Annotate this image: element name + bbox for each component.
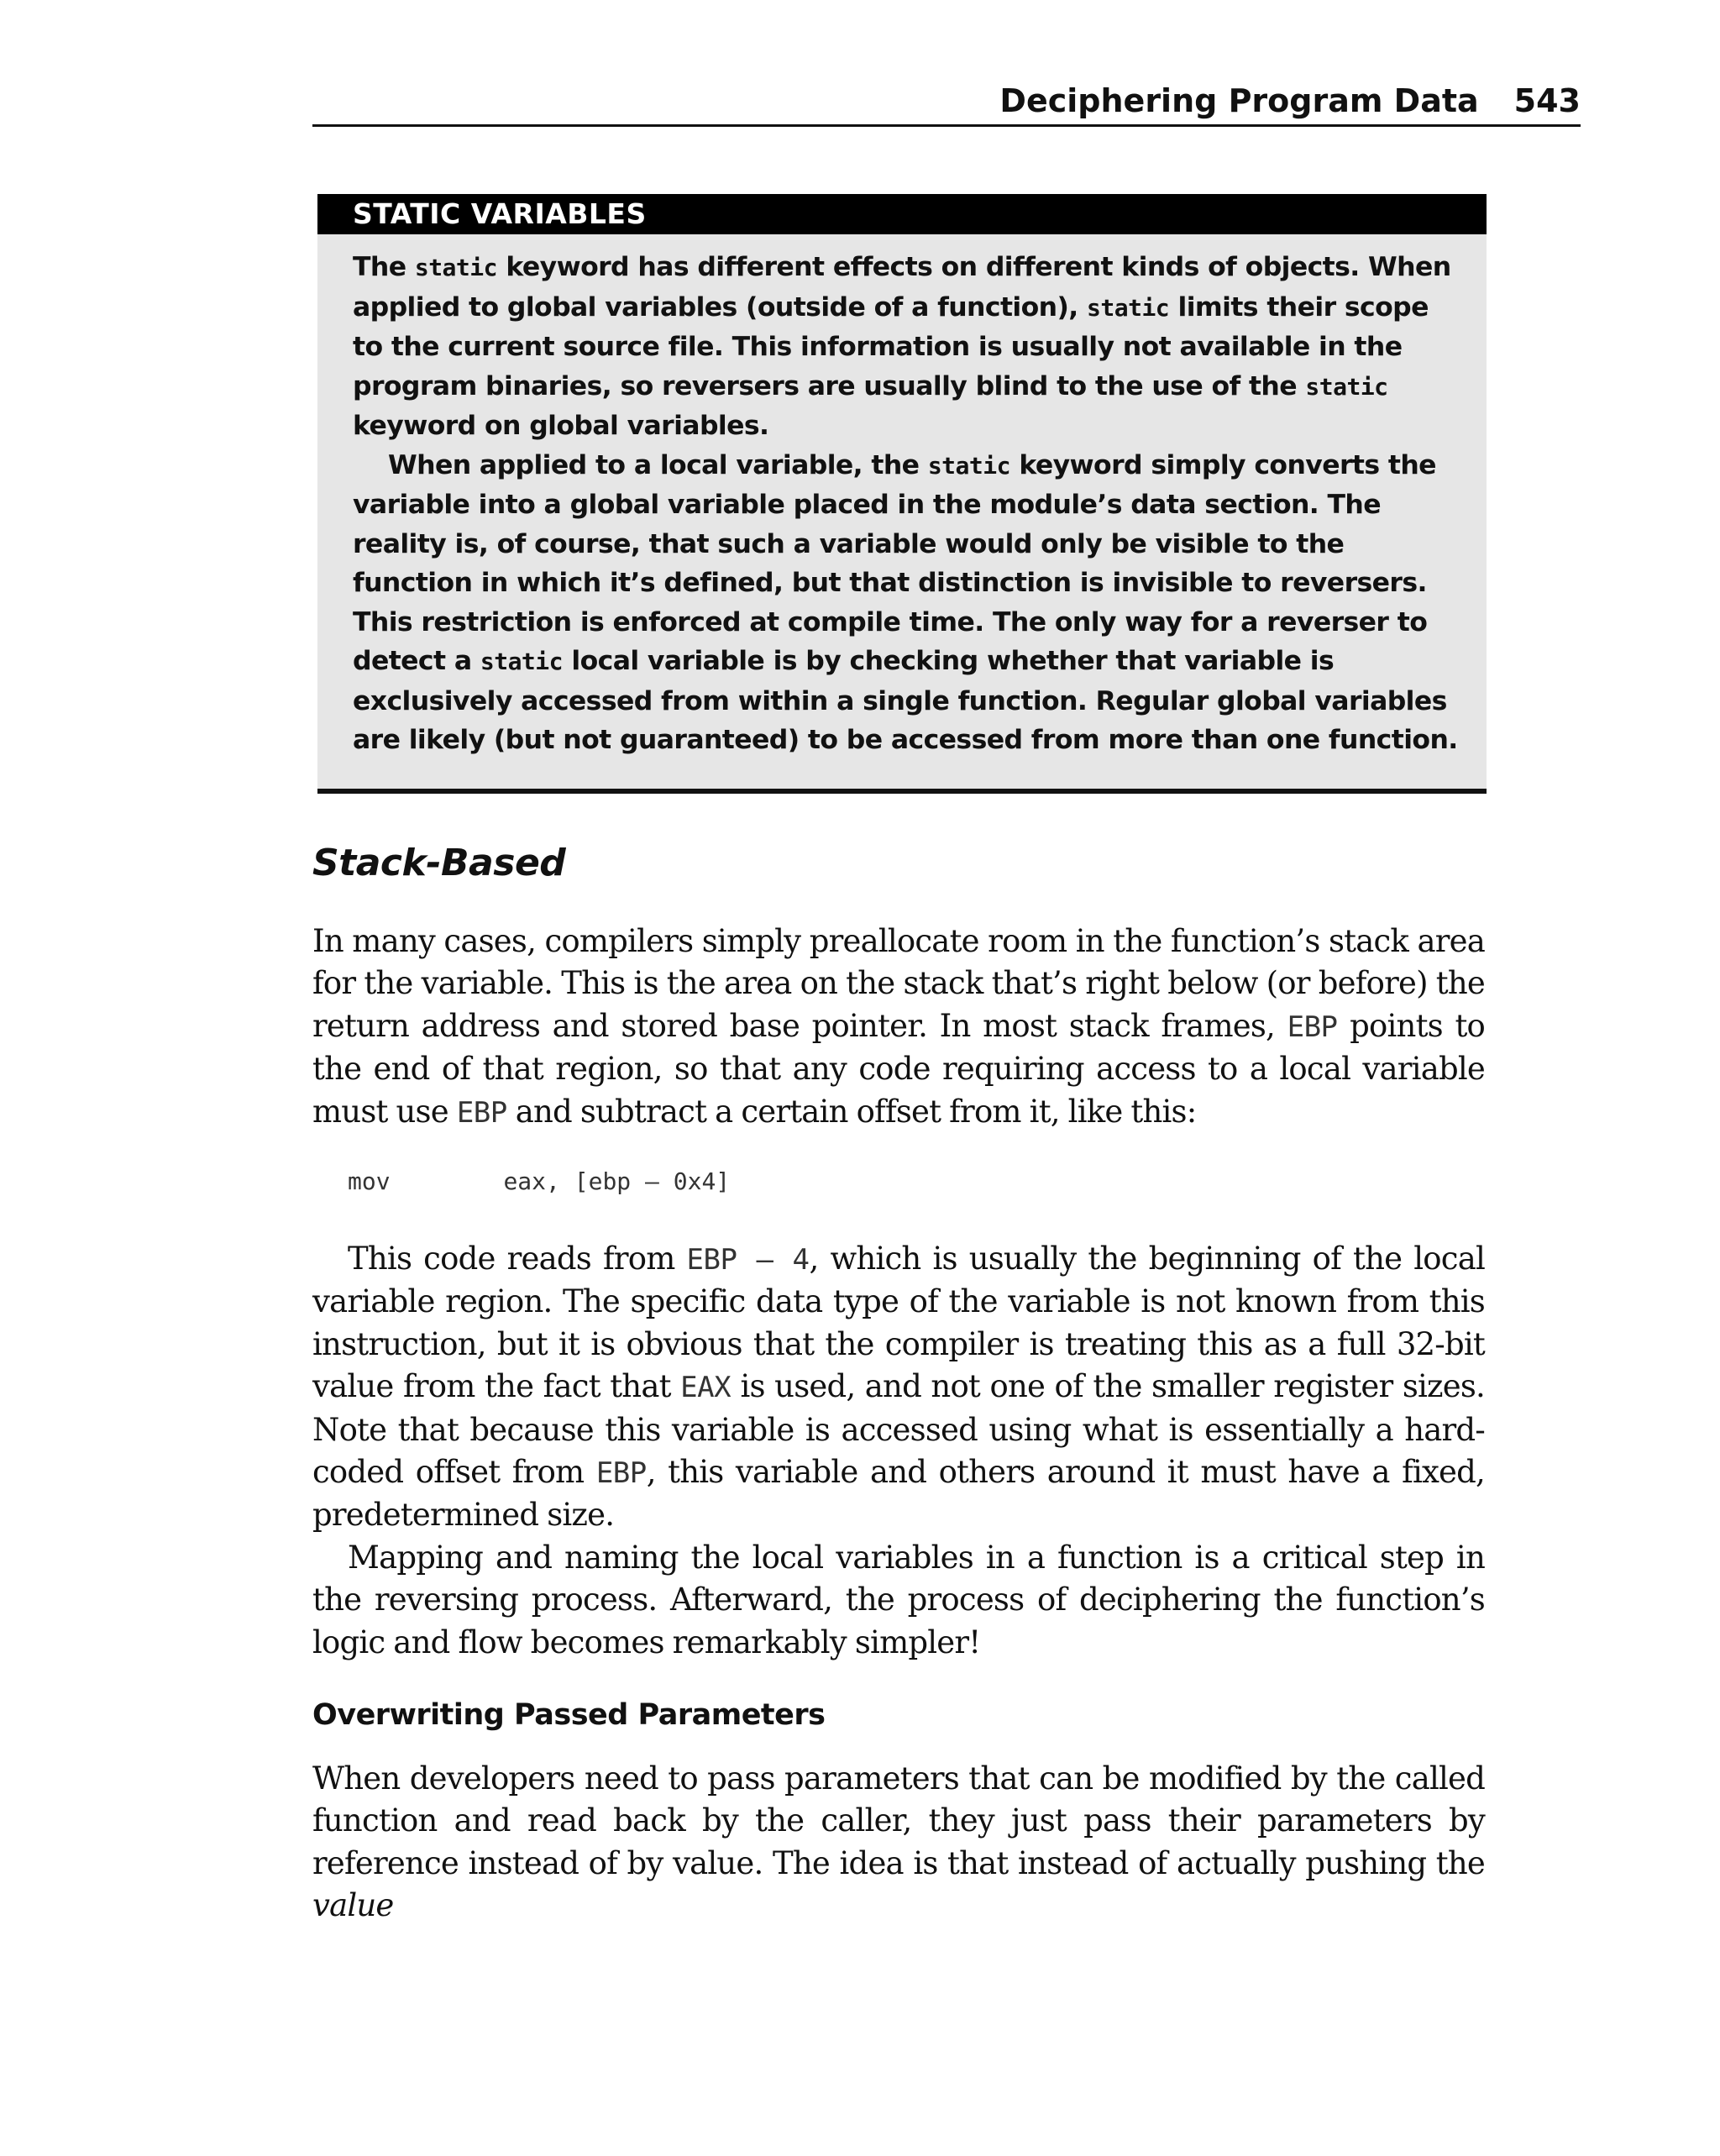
text-run: is used, and not one of the smaller register sizes. Note that because this variable is accessed using what is essentially a hard-coded offset from <box>312 1368 1485 1491</box>
text-run: local variable is by checking whether that variable is exclusively accessed from within a single function. Regular global variables are likely (but not guaranteed) to be accessed from more than one function. <box>353 646 1458 755</box>
running-head-title: Deciphering Program Data <box>999 82 1479 119</box>
body-paragraph <box>312 921 1485 1134</box>
emphasis: value <box>312 1887 394 1924</box>
code-listing <box>348 1167 730 1195</box>
section-heading: Stack-Based <box>312 842 566 884</box>
code-mnemonic: mov <box>348 1167 391 1195</box>
inline-code: EBP <box>1287 1010 1338 1044</box>
code-operands: eax, [ebp – 0x4] <box>503 1167 731 1195</box>
text-run: When applied to a local variable, the <box>388 449 928 480</box>
text-run: , which is usually the beginning of the local variable region. The specific data type of the variable is not known from this instruction, but it is obvious that the compiler is treating this as a full 32-bit value from the fact that <box>312 1241 1486 1405</box>
text-run: keyword simply converts the variable into a global variable placed in the module’s data section. The reality is, of course, that such a variable would only be visible to the function in which it’s defined, but that distinction is invisible to reversers. This restriction is enforced at compile time. The only way for a reverser to detect a <box>353 449 1436 676</box>
text-run: When developers need to pass parameters that can be modified by the called function and read back by the caller, they just pass their parameters by reference instead of by value. The idea is that instead of actually pushing the <box>312 1760 1485 1881</box>
inline-code: EAX <box>680 1371 732 1405</box>
text-run: and subtract a certain offset from it, like this: <box>506 1093 1197 1130</box>
sub-heading: Overwriting Passed Parameters <box>312 1698 826 1732</box>
body-paragraph <box>312 1758 1485 1928</box>
inline-code: EBP <box>456 1095 507 1130</box>
text-run: keyword has different effects on different kinds of objects. When applied to global variables (outside of a function), <box>353 252 1451 323</box>
inline-code: static <box>480 648 564 675</box>
inline-code: static <box>927 451 1010 480</box>
sidebar-body <box>317 234 1487 760</box>
text-run: , this variable and others around it must have a fixed, predetermined size. <box>312 1454 1486 1534</box>
inline-code: static <box>1305 372 1388 401</box>
body-paragraph: Mapping and naming the local variables in a function is a critical step in the reversing process. Afterward, the process of deciphering the function’s logic and flow becomes remarkably simpler! <box>312 1539 1485 1660</box>
body-paragraph <box>312 1238 1485 1537</box>
text-run: keyword on global variables. <box>353 411 769 441</box>
sidebar-box <box>317 194 1487 794</box>
text-run: limits their scope to the current source file. This information is usually not available in the program binaries, so reversers are usually blind to the use of the <box>353 291 1429 401</box>
sidebar-paragraph <box>353 446 1461 760</box>
inline-code: EBP – 4 <box>686 1243 810 1277</box>
text-run: This code reads from <box>348 1241 687 1277</box>
running-head <box>312 77 1581 127</box>
sidebar-paragraph <box>353 248 1461 446</box>
inline-code: EBP <box>595 1456 647 1491</box>
text-run: In many cases, compilers simply preallocate room in the function’s stack area for the variable. This is the area on the stack that’s right below (or before) the return address and stored base pointer. In most stack frames, <box>312 923 1485 1044</box>
text-run: The <box>353 252 415 282</box>
inline-code: static <box>1087 293 1170 322</box>
text-run: points to the end of that region, so that any code requiring access to a local variable must use <box>312 1007 1485 1130</box>
sidebar-title: STATIC VARIABLES <box>317 194 1487 234</box>
inline-code: static <box>414 254 497 281</box>
body-text-block <box>312 1238 1485 1664</box>
page-number: 543 <box>1513 82 1581 119</box>
